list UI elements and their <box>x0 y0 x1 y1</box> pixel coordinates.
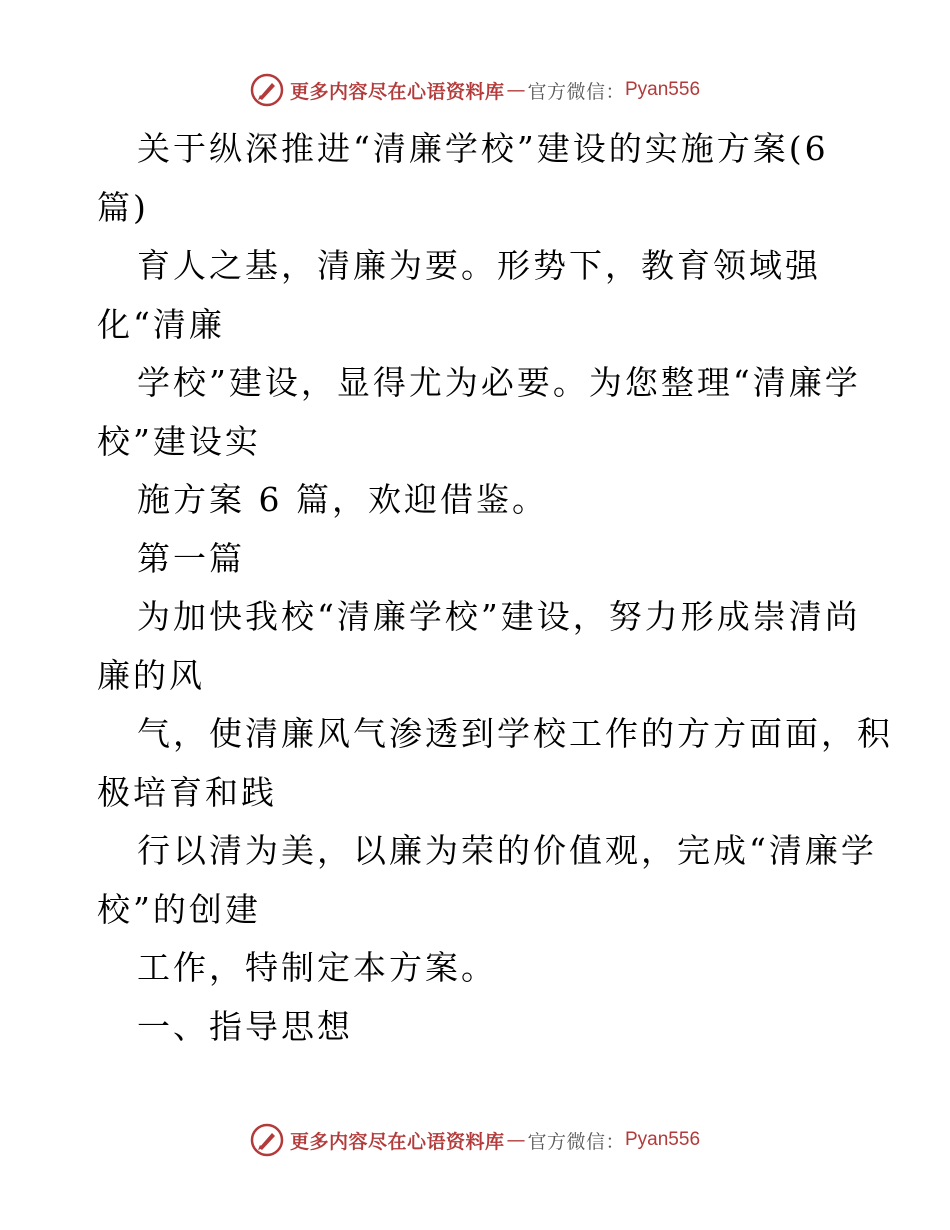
paragraph-line: 化“清廉 <box>97 304 225 344</box>
paragraph-line: 气，使清廉风气渗透到学校工作的方方面面，积 <box>137 714 893 753</box>
watermark-wechat-id: Pyan556 <box>625 79 701 100</box>
paragraph-line: 廉的风 <box>97 655 205 695</box>
section-heading: 第一篇 <box>137 538 245 578</box>
watermark-label: 官方微信： <box>527 80 625 103</box>
footer-watermark <box>0 1120 950 1160</box>
paragraph-line: 极培育和践 <box>97 772 277 812</box>
paragraph-line: 施方案 6 篇，欢迎借鉴。 <box>137 480 548 519</box>
paragraph-line: 校”的创建 <box>97 889 261 929</box>
document-body <box>97 120 893 1056</box>
watermark-wechat-id: Pyan556 <box>625 1129 701 1150</box>
subsection-heading: 一、指导思想 <box>137 1006 353 1046</box>
watermark-site-name: 更多内容尽在心语资料库 <box>289 80 505 103</box>
quill-logo-icon <box>250 73 284 107</box>
paragraph-line: 学校”建设，显得尤为必要。为您整理“清廉学 <box>137 363 861 402</box>
document-title-line-1: 关于纵深推进“清廉学校”建设的实施方案(6 <box>137 129 829 168</box>
watermark-label: 官方微信： <box>527 1130 625 1153</box>
header-watermark <box>0 70 950 110</box>
watermark-dash: — <box>506 1129 526 1151</box>
paragraph-line: 育人之基，清廉为要。形势下，教育领域强 <box>137 246 821 285</box>
watermark-dash: — <box>506 79 526 101</box>
watermark-site-name: 更多内容尽在心语资料库 <box>289 1130 505 1153</box>
paragraph-line: 工作，特制定本方案。 <box>137 948 497 987</box>
paragraph-line: 行以清为美，以廉为荣的价值观，完成“清廉学 <box>137 831 877 870</box>
document-title-line-2: 篇) <box>97 187 149 227</box>
quill-logo-icon <box>250 1123 284 1157</box>
paragraph-line: 为加快我校“清廉学校”建设，努力形成崇清尚 <box>137 597 861 636</box>
paragraph-line: 校”建设实 <box>97 421 261 461</box>
